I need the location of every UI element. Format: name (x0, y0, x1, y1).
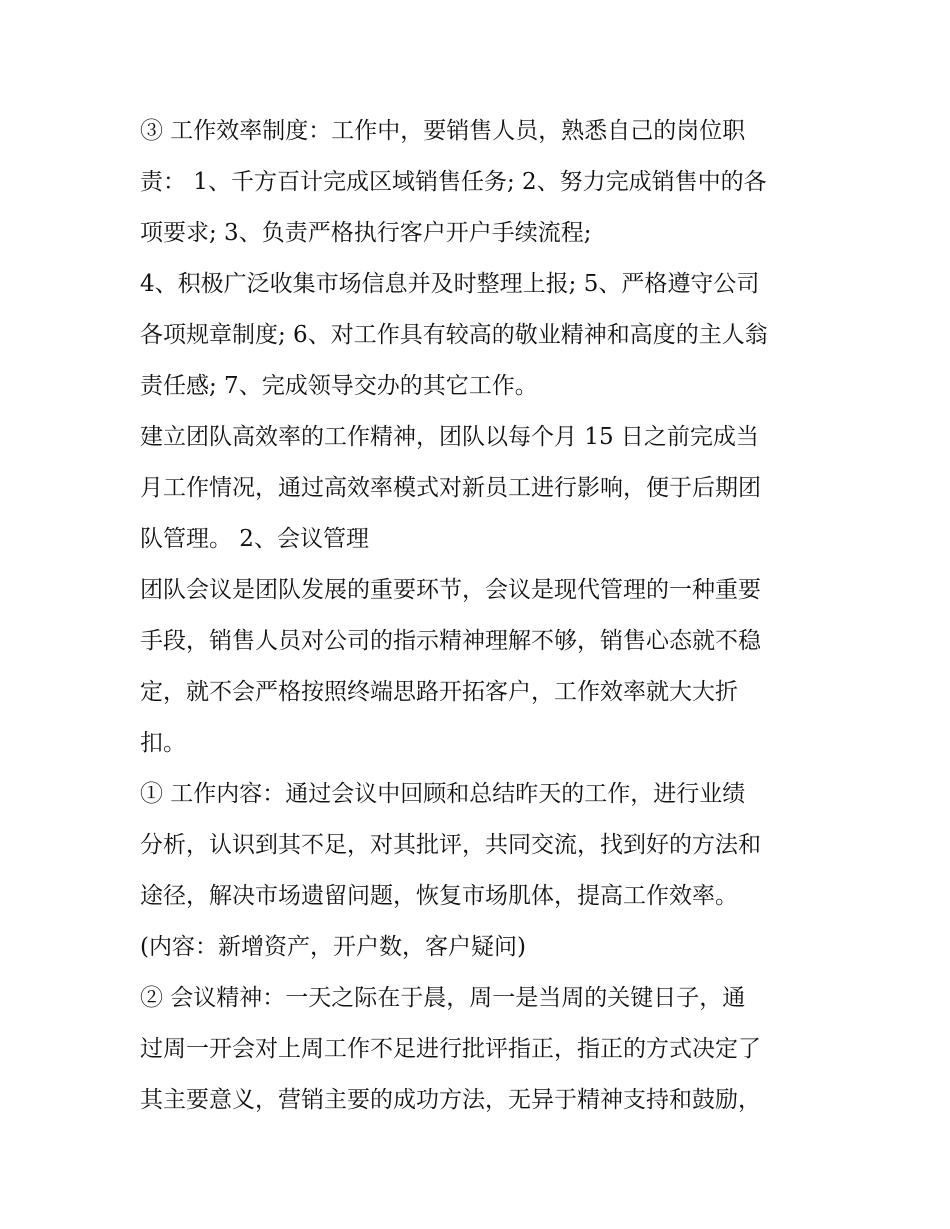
text-line: 项要求; 3、负责严格执行客户开户手续流程; (140, 220, 592, 246)
text-line: 团队会议是团队发展的重要环节，会议是现代管理的一种重要 (140, 577, 761, 603)
text-line: 手段，销售人员对公司的指示精神理解不够，销售心态就不稳 (140, 628, 761, 654)
text-line: 过周一开会对上周工作不足进行批评指正，指正的方式决定了 (140, 1036, 761, 1062)
text-line: 各项规章制度; 6、对工作具有较高的敬业精神和高度的主人翁 (140, 322, 768, 348)
text-line: 途径，解决市场遗留问题，恢复市场肌体，提高工作效率。 (140, 883, 738, 909)
text-line: 责任感; 7、完成领导交办的其它工作。 (140, 373, 538, 399)
text-line: ③ 工作效率制度：工作中，要销售人员，熟悉自己的岗位职 (140, 118, 746, 144)
document-body (140, 106, 820, 1126)
text-line: 其主要意义，营销主要的成功方法，无异于精神支持和鼓励， (140, 1087, 761, 1113)
text-line: (内容：新增资产，开户数，客户疑问) (140, 934, 526, 960)
text-line: ② 会议精神：一天之际在于晨，周一是当周的关键日子，通 (140, 985, 746, 1011)
text-line: 队管理。 2、会议管理 (140, 526, 369, 552)
text-line: ① 工作内容：通过会议中回顾和总结昨天的工作，进行业绩 (140, 781, 746, 807)
text-line: 建立团队高效率的工作精神，团队以每个月 15 日之前完成当 (140, 424, 759, 450)
text-line: 扣。 (140, 730, 186, 756)
text-line: 定，就不会严格按照终端思路开拓客户，工作效率就大大折 (140, 679, 738, 705)
text-line: 月工作情况，通过高效率模式对新员工进行影响，便于后期团 (140, 475, 761, 501)
text-line: 责： 1、千方百计完成区域销售任务; 2、努力完成销售中的各 (140, 169, 767, 195)
text-line: 分析，认识到其不足，对其批评，共同交流，找到好的方法和 (140, 832, 761, 858)
text-line: 4、积极广泛收集市场信息并及时整理上报; 5、严格遵守公司 (140, 271, 760, 297)
